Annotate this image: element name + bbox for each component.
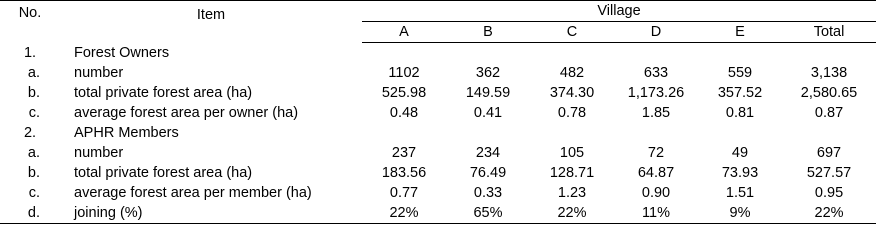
header-col-a: A — [362, 22, 446, 43]
header-col-total: Total — [782, 22, 876, 43]
row-letter: b. — [27, 165, 40, 181]
header-col-d: D — [614, 22, 698, 43]
cell-value: 49 — [731, 145, 749, 161]
cell-value: 525.98 — [381, 85, 427, 101]
table-row — [0, 203, 876, 224]
cell-total: 2,580.65 — [800, 85, 858, 101]
header-col-c: C — [530, 22, 614, 43]
cell-value: 9% — [698, 203, 782, 224]
cell-value: 1.51 — [725, 185, 755, 201]
cell-total: 0.95 — [814, 185, 844, 201]
row-letter: a. — [27, 145, 40, 161]
row-label: joining (%) — [60, 203, 362, 224]
cell-value: 64.87 — [637, 165, 675, 181]
table-body — [0, 43, 876, 224]
table-row — [0, 63, 876, 83]
cell-value: 1.85 — [641, 105, 671, 121]
cell-value: 237 — [391, 145, 417, 161]
table-row — [0, 163, 876, 183]
cell-value: 234 — [475, 145, 501, 161]
cell-value: 0.90 — [641, 185, 671, 201]
cell-value: 0.33 — [473, 185, 503, 201]
cell-total: 0.87 — [814, 105, 844, 121]
row-label: average forest area per owner (ha) — [74, 105, 299, 121]
cell-value: 1102 — [388, 65, 420, 81]
row-letter: d. — [0, 203, 60, 224]
cell-total: 697 — [816, 145, 842, 161]
row-label: average forest area per member (ha) — [74, 185, 312, 201]
cell-value: 0.78 — [557, 105, 587, 121]
cell-value: 633 — [643, 65, 669, 81]
cell-value: 0.41 — [473, 105, 503, 121]
row-letter: c. — [28, 105, 40, 121]
header-item: Item — [196, 7, 226, 23]
cell-total: 3,138 — [810, 65, 848, 81]
section-row — [0, 43, 876, 64]
section-title: Forest Owners — [74, 44, 170, 61]
cell-value: 0.77 — [389, 185, 419, 201]
row-label: total private forest area (ha) — [74, 165, 253, 181]
cell-value: 183.56 — [381, 165, 427, 181]
section-number: 2. — [23, 125, 37, 141]
cell-value: 0.48 — [389, 105, 419, 121]
cell-value: 1,173.26 — [627, 85, 685, 101]
cell-value: 65% — [446, 203, 530, 224]
header-col-b: B — [446, 22, 530, 43]
cell-value: 362 — [475, 65, 501, 81]
cell-value: 128.71 — [549, 165, 595, 181]
cell-value: 1.23 — [557, 185, 587, 201]
table-header — [0, 1, 876, 43]
table-row — [0, 183, 876, 203]
row-label: total private forest area (ha) — [74, 85, 253, 101]
header-village: Village — [362, 1, 876, 22]
cell-value: 73.93 — [721, 165, 759, 181]
cell-value: 76.49 — [469, 165, 507, 181]
cell-value: 149.59 — [465, 85, 511, 101]
header-no: No. — [18, 5, 42, 21]
cell-value: 22% — [530, 203, 614, 224]
cell-total: 527.57 — [806, 165, 852, 181]
table-row — [0, 83, 876, 103]
cell-value: 105 — [559, 145, 585, 161]
header-col-e: E — [698, 22, 782, 43]
row-letter: b. — [27, 85, 40, 101]
cell-value: 482 — [559, 65, 585, 81]
row-letter: a. — [27, 65, 40, 81]
section-number: 1. — [23, 44, 37, 61]
cell-value: 11% — [614, 203, 698, 224]
cell-total: 22% — [782, 203, 876, 224]
cell-value: 0.81 — [725, 105, 755, 121]
section-row — [0, 123, 876, 143]
table-row — [0, 143, 876, 163]
cell-value: 22% — [362, 203, 446, 224]
cell-value: 72 — [647, 145, 665, 161]
row-label: number — [74, 145, 124, 161]
cell-value: 374.30 — [549, 85, 595, 101]
row-label: number — [74, 65, 124, 81]
cell-value: 559 — [727, 65, 753, 81]
section-title: APHR Members — [74, 125, 179, 141]
cell-value: 357.52 — [717, 85, 763, 101]
row-letter: c. — [28, 185, 40, 201]
table-row — [0, 103, 876, 123]
